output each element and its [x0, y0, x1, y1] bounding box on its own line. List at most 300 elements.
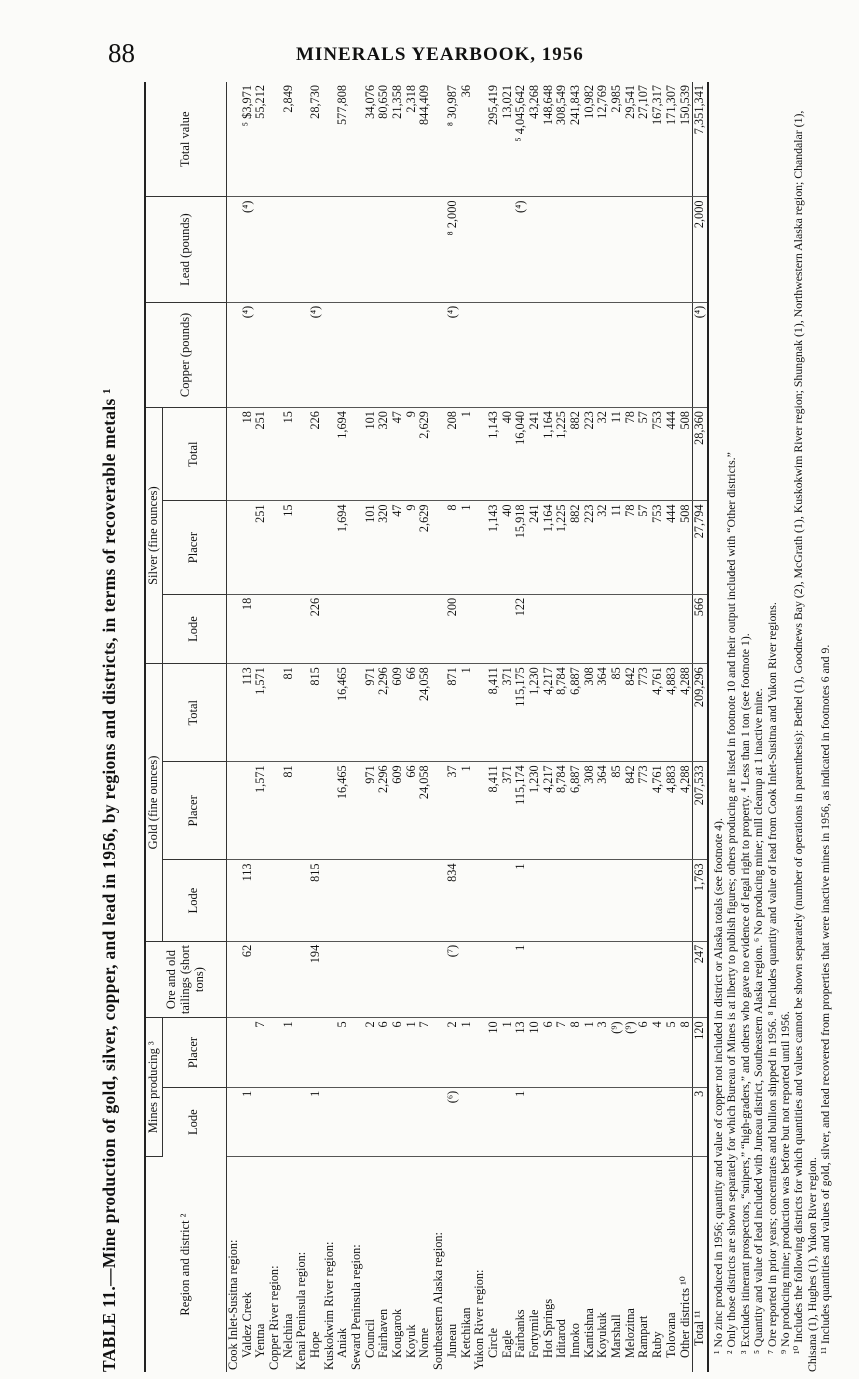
table-cell: [240, 501, 254, 594]
table-cell: 1: [405, 1018, 419, 1087]
row-label: Innoko: [568, 1323, 583, 1358]
table-cell: [268, 408, 282, 501]
table-cell: 28,360: [693, 408, 708, 501]
table-cell: [350, 1018, 364, 1087]
table-cell: 57: [637, 501, 651, 594]
footnote: ⁹ No producing mine; production was before but not reported until 1956.: [778, 1011, 793, 1354]
table-row: [583, 82, 597, 1372]
table-cell: [487, 1087, 501, 1156]
table-cell: 241,843: [569, 82, 583, 197]
table-cell: 10: [487, 1018, 501, 1087]
table-row: [254, 82, 268, 1372]
table-cell: [542, 197, 556, 302]
table-cell: 371: [501, 664, 515, 762]
table-region-row: [268, 82, 282, 1372]
table-cell: 9: [405, 408, 419, 501]
table-cell: 209,296: [693, 664, 708, 762]
table-row: [309, 82, 323, 1372]
page-number: 88: [108, 38, 135, 68]
table-cell: 167,317: [651, 82, 665, 197]
table-cell: 9: [405, 501, 419, 594]
table-row: [651, 82, 665, 1372]
table-cell: [282, 594, 296, 663]
table-cell: 113: [240, 860, 254, 941]
table-cell: 773: [637, 664, 651, 762]
table-cell: [665, 197, 679, 302]
table-cell: 15,918: [514, 501, 528, 594]
table-cell: [528, 302, 542, 407]
table-cell: [596, 594, 610, 663]
table-cell: [501, 941, 515, 1018]
row-label: Nome: [417, 1327, 432, 1358]
table-cell: 1: [459, 762, 473, 860]
table-cell: 8: [678, 1018, 692, 1087]
table-cell: 842: [624, 664, 638, 762]
table-cell: [405, 594, 419, 663]
table-cell: 753: [651, 408, 665, 501]
table-cell: 1: [309, 1087, 323, 1156]
table-cell: [350, 1087, 364, 1156]
row-label: Yentna: [253, 1323, 268, 1358]
table-cell: 834: [446, 860, 460, 941]
table-cell: [651, 197, 665, 302]
table-cell: 12,769: [596, 82, 610, 197]
table-cell: [487, 594, 501, 663]
table-cell: 815: [309, 860, 323, 941]
table-cell: 18: [240, 594, 254, 663]
footnote: ⁷ Ore reported in prior years; concentrates and bullion shipped in 1956. ⁸ Includes quantity and value of lead from Cook Inlet-Susitna and Yukon River regions.: [764, 602, 779, 1354]
table-cell: [665, 302, 679, 407]
table-cell: 2,318: [405, 82, 419, 197]
table-row: [459, 82, 473, 1372]
table-cell: [569, 941, 583, 1018]
row-label: Fairbanks: [513, 1309, 528, 1358]
table-cell: [637, 941, 651, 1018]
row-label: Fairhaven: [376, 1308, 391, 1358]
table-cell: [501, 594, 515, 663]
table-cell: [226, 408, 240, 501]
table-cell: [254, 941, 268, 1018]
header-silver-lode: Lode: [162, 594, 226, 663]
table-cell: [583, 941, 597, 1018]
table-cell: 1: [459, 1018, 473, 1087]
table-cell: (⁶): [446, 1087, 460, 1156]
table-cell: (⁴): [240, 197, 254, 302]
table-cell: [391, 302, 405, 407]
table-cell: [624, 1087, 638, 1156]
table-cell: [295, 82, 309, 197]
table-row: [418, 82, 432, 1372]
table-cell: 1: [501, 1018, 515, 1087]
table-region-row: [295, 82, 309, 1372]
table-cell: [364, 1087, 378, 1156]
table-cell: 1,571: [254, 762, 268, 860]
table-cell: [254, 197, 268, 302]
table-cell: [323, 664, 337, 762]
table-cell: 1,164: [542, 501, 556, 594]
table-cell: 1: [282, 1018, 296, 1087]
table-cell: [268, 664, 282, 762]
table-row: [569, 82, 583, 1372]
table-cell: [501, 302, 515, 407]
table-cell: [226, 302, 240, 407]
table-cell: [678, 197, 692, 302]
table-row: [678, 82, 692, 1372]
table-cell: [268, 941, 282, 1018]
table-cell: [226, 664, 240, 762]
table-cell: 1,694: [336, 408, 350, 501]
table-cell: [487, 197, 501, 302]
table-cell: [432, 82, 446, 197]
table-row: [240, 82, 254, 1372]
table-cell: 81: [282, 664, 296, 762]
table-cell: [418, 860, 432, 941]
table-cell: [418, 594, 432, 663]
table-cell: 47: [391, 408, 405, 501]
table-cell: 43,268: [528, 82, 542, 197]
table-cell: [405, 941, 419, 1018]
table-cell: 7: [418, 1018, 432, 1087]
table-cell: [377, 302, 391, 407]
table-cell: [336, 941, 350, 1018]
table-cell: [323, 941, 337, 1018]
table-cell: [391, 197, 405, 302]
table-row: [446, 82, 460, 1372]
table-cell: [336, 594, 350, 663]
table-row: [624, 82, 638, 1372]
table-cell: [364, 197, 378, 302]
table-cell: 444: [665, 501, 679, 594]
table-cell: [459, 860, 473, 941]
table-cell: 81: [282, 762, 296, 860]
table-cell: 8,784: [555, 664, 569, 762]
row-label: Hope: [307, 1331, 322, 1358]
table-cell: [678, 941, 692, 1018]
header-silver-total: Total: [162, 408, 226, 501]
table-cell: 1: [240, 1087, 254, 1156]
row-label: Kantishna: [581, 1308, 596, 1358]
table-row: [665, 82, 679, 1372]
table-cell: (⁷): [446, 941, 460, 1018]
table-cell: [432, 762, 446, 860]
table-cell: 1,230: [528, 664, 542, 762]
table-cell: [637, 302, 651, 407]
table-cell: [350, 197, 364, 302]
table-cell: 844,409: [418, 82, 432, 197]
table-cell: 1,164: [542, 408, 556, 501]
table-row: [528, 82, 542, 1372]
table-cell: [432, 408, 446, 501]
header-mines-placer: Placer: [162, 1018, 226, 1087]
table-cell: [295, 762, 309, 860]
table-cell: [432, 664, 446, 762]
table-cell: [501, 860, 515, 941]
table-cell: 4,217: [542, 762, 556, 860]
table-cell: [432, 594, 446, 663]
table-cell: [651, 302, 665, 407]
header-lead: Lead (pounds): [145, 197, 226, 302]
table-cell: [309, 501, 323, 594]
row-label: Valdez Creek: [239, 1292, 254, 1358]
table-cell: [432, 197, 446, 302]
table-cell: 882: [569, 501, 583, 594]
row-label: Southeastern Alaska region:: [431, 1232, 446, 1370]
table-cell: 200: [446, 594, 460, 663]
table-cell: [665, 941, 679, 1018]
table-cell: 8: [569, 1018, 583, 1087]
table-body: [226, 82, 708, 1372]
table-cell: 13,021: [501, 82, 515, 197]
table-cell: 32: [596, 408, 610, 501]
table-cell: 208: [446, 408, 460, 501]
table-cell: 24,058: [418, 762, 432, 860]
table-cell: [542, 594, 556, 663]
row-label: Aniak: [335, 1327, 350, 1358]
table-cell: [226, 594, 240, 663]
table-cell: 4,761: [651, 762, 665, 860]
table-cell: [459, 197, 473, 302]
table-cell: [624, 594, 638, 663]
table-cell: [473, 762, 487, 860]
table-cell: 29,541: [624, 82, 638, 197]
table-cell: 247: [693, 941, 708, 1018]
table-cell: 2,629: [418, 501, 432, 594]
table-cell: 4,883: [665, 762, 679, 860]
table-cell: 308: [583, 762, 597, 860]
table-cell: [487, 860, 501, 941]
table-cell: [624, 302, 638, 407]
table-cell: [569, 197, 583, 302]
table-cell: [473, 1018, 487, 1087]
table-cell: [432, 1018, 446, 1087]
footnote: ¹ No zinc produced in 1956; quantity and value of copper not included in district or Alaska totals (see footnote 4).: [711, 818, 725, 1354]
table-cell: 57: [637, 408, 651, 501]
table-cell: 1,225: [555, 408, 569, 501]
table-cell: [596, 1087, 610, 1156]
production-table: [144, 82, 709, 1372]
row-label: Yukon River region:: [472, 1269, 487, 1370]
table-cell: [364, 594, 378, 663]
table-cell: 47: [391, 501, 405, 594]
table-cell: 8,411: [487, 762, 501, 860]
table-cell: 223: [583, 408, 597, 501]
table-cell: [596, 860, 610, 941]
table-cell: [473, 664, 487, 762]
table-cell: [624, 860, 638, 941]
table-row: [405, 82, 419, 1372]
row-label: Koyukuk: [595, 1312, 610, 1358]
table-cell: 815: [309, 664, 323, 762]
table-cell: [295, 1087, 309, 1156]
table-cell: [268, 1018, 282, 1087]
table-cell: [651, 860, 665, 941]
table-cell: 251: [254, 408, 268, 501]
table-cell: [542, 860, 556, 941]
table-cell: [583, 594, 597, 663]
table-cell: 320: [377, 408, 391, 501]
table-cell: 115,175: [514, 664, 528, 762]
table-cell: 241: [528, 501, 542, 594]
table-cell: [254, 594, 268, 663]
table-cell: [555, 594, 569, 663]
table-cell: 6: [542, 1018, 556, 1087]
table-total-row: [693, 82, 708, 1372]
table-cell: 1,763: [693, 860, 708, 941]
table-cell: 223: [583, 501, 597, 594]
table-cell: 4: [651, 1018, 665, 1087]
table-row: [377, 82, 391, 1372]
table-cell: 971: [364, 664, 378, 762]
table-cell: [583, 860, 597, 941]
table-cell: [665, 860, 679, 941]
table-cell: [323, 82, 337, 197]
header-silver: Silver (fine ounces): [145, 408, 162, 664]
table-cell: [569, 594, 583, 663]
table-cell: [282, 302, 296, 407]
table-cell: 5: [665, 1018, 679, 1087]
table-cell: [377, 941, 391, 1018]
table-row: [555, 82, 569, 1372]
table-cell: 882: [569, 408, 583, 501]
table-cell: 1: [459, 664, 473, 762]
table-cell: 7,351,341: [693, 82, 708, 197]
table-cell: [555, 302, 569, 407]
row-label: Nelchina: [280, 1313, 295, 1358]
table-cell: 241: [528, 408, 542, 501]
table-row: [282, 82, 296, 1372]
table-cell: 2,296: [377, 664, 391, 762]
table-cell: [226, 82, 240, 197]
table-cell: [665, 1087, 679, 1156]
footnote: ³ Excludes itinerant prospectors, “snipers,” “high-graders,” and others who gave no evidence of legal right to property. ⁴ Less than 1 ton (see footnote 1).: [737, 633, 752, 1354]
table-cell: [459, 594, 473, 663]
table-cell: 40: [501, 408, 515, 501]
table-cell: [569, 302, 583, 407]
table-cell: [268, 501, 282, 594]
table-cell: 1,225: [555, 501, 569, 594]
table-cell: [596, 941, 610, 1018]
table-cell: ⁵ 4,045,642: [514, 82, 528, 197]
row-label: Ketchikan: [458, 1307, 473, 1358]
table-cell: [637, 594, 651, 663]
row-label: Rampart: [636, 1315, 651, 1358]
table-cell: 508: [678, 408, 692, 501]
table-cell: 78: [624, 408, 638, 501]
table-cell: [596, 302, 610, 407]
table-cell: 508: [678, 501, 692, 594]
table-cell: [268, 860, 282, 941]
table-cell: [637, 197, 651, 302]
page-header: [100, 38, 819, 78]
table-cell: 4,288: [678, 664, 692, 762]
row-label: Total ¹¹: [693, 1157, 708, 1372]
table-cell: 577,808: [336, 82, 350, 197]
table-cell: [323, 1018, 337, 1087]
table-cell: 2,629: [418, 408, 432, 501]
row-label: Marshall: [609, 1314, 624, 1358]
table-cell: 1: [459, 408, 473, 501]
table-cell: [295, 1018, 309, 1087]
table-cell: [473, 408, 487, 501]
table-cell: [364, 941, 378, 1018]
table-cell: 66: [405, 762, 419, 860]
table-cell: 66: [405, 664, 419, 762]
table-cell: 1: [459, 501, 473, 594]
table-cell: 1,143: [487, 408, 501, 501]
table-cell: 120: [693, 1018, 708, 1087]
table-cell: 1: [514, 860, 528, 941]
table-cell: [501, 197, 515, 302]
table-row: [487, 82, 501, 1372]
table-cell: 207,533: [693, 762, 708, 860]
table-cell: 8,411: [487, 664, 501, 762]
table-cell: [418, 197, 432, 302]
row-label: Cook Inlet-Susitna region:: [225, 1239, 240, 1370]
table-cell: [268, 197, 282, 302]
table-cell: 6,887: [569, 664, 583, 762]
table-cell: [336, 302, 350, 407]
table-row: [610, 82, 624, 1372]
table-cell: [473, 501, 487, 594]
row-label: Koyuk: [403, 1324, 418, 1358]
table-cell: ⁸ 2,000: [446, 197, 460, 302]
table-region-row: [323, 82, 337, 1372]
table-cell: 32: [596, 501, 610, 594]
table-cell: 113: [240, 664, 254, 762]
header-silver-placer: Placer: [162, 501, 226, 594]
table-cell: (⁴): [514, 197, 528, 302]
table-cell: (⁴): [240, 302, 254, 407]
table-cell: 62: [240, 941, 254, 1018]
table-cell: [528, 594, 542, 663]
table-cell: [295, 941, 309, 1018]
table-cell: [624, 197, 638, 302]
table-cell: [459, 1087, 473, 1156]
table-cell: [473, 941, 487, 1018]
table-cell: 78: [624, 501, 638, 594]
table-cell: 85: [610, 664, 624, 762]
table-cell: 148,648: [542, 82, 556, 197]
table-cell: 55,212: [254, 82, 268, 197]
table-cell: 150,539: [678, 82, 692, 197]
table-cell: [514, 302, 528, 407]
table-cell: [651, 594, 665, 663]
table-cell: [391, 594, 405, 663]
table-cell: [350, 941, 364, 1018]
row-label: Other districts ¹⁰: [677, 1276, 692, 1358]
table-cell: [350, 82, 364, 197]
table-cell: [350, 302, 364, 407]
table-cell: 34,076: [364, 82, 378, 197]
header-gold: Gold (fine ounces): [145, 664, 162, 942]
table-cell: 40: [501, 501, 515, 594]
table-cell: [336, 1087, 350, 1156]
table-cell: [473, 82, 487, 197]
table-cell: 308,549: [555, 82, 569, 197]
row-label: Council: [362, 1319, 377, 1358]
table-cell: 80,650: [377, 82, 391, 197]
table-cell: [391, 860, 405, 941]
table-cell: 8,784: [555, 762, 569, 860]
table-cell: [432, 941, 446, 1018]
table-cell: 4,217: [542, 664, 556, 762]
table-cell: [432, 501, 446, 594]
table-cell: [473, 594, 487, 663]
table-cell: [226, 941, 240, 1018]
table-cell: [364, 860, 378, 941]
table-cell: 2: [364, 1018, 378, 1087]
table-cell: ⁸ 30,987: [446, 82, 460, 197]
